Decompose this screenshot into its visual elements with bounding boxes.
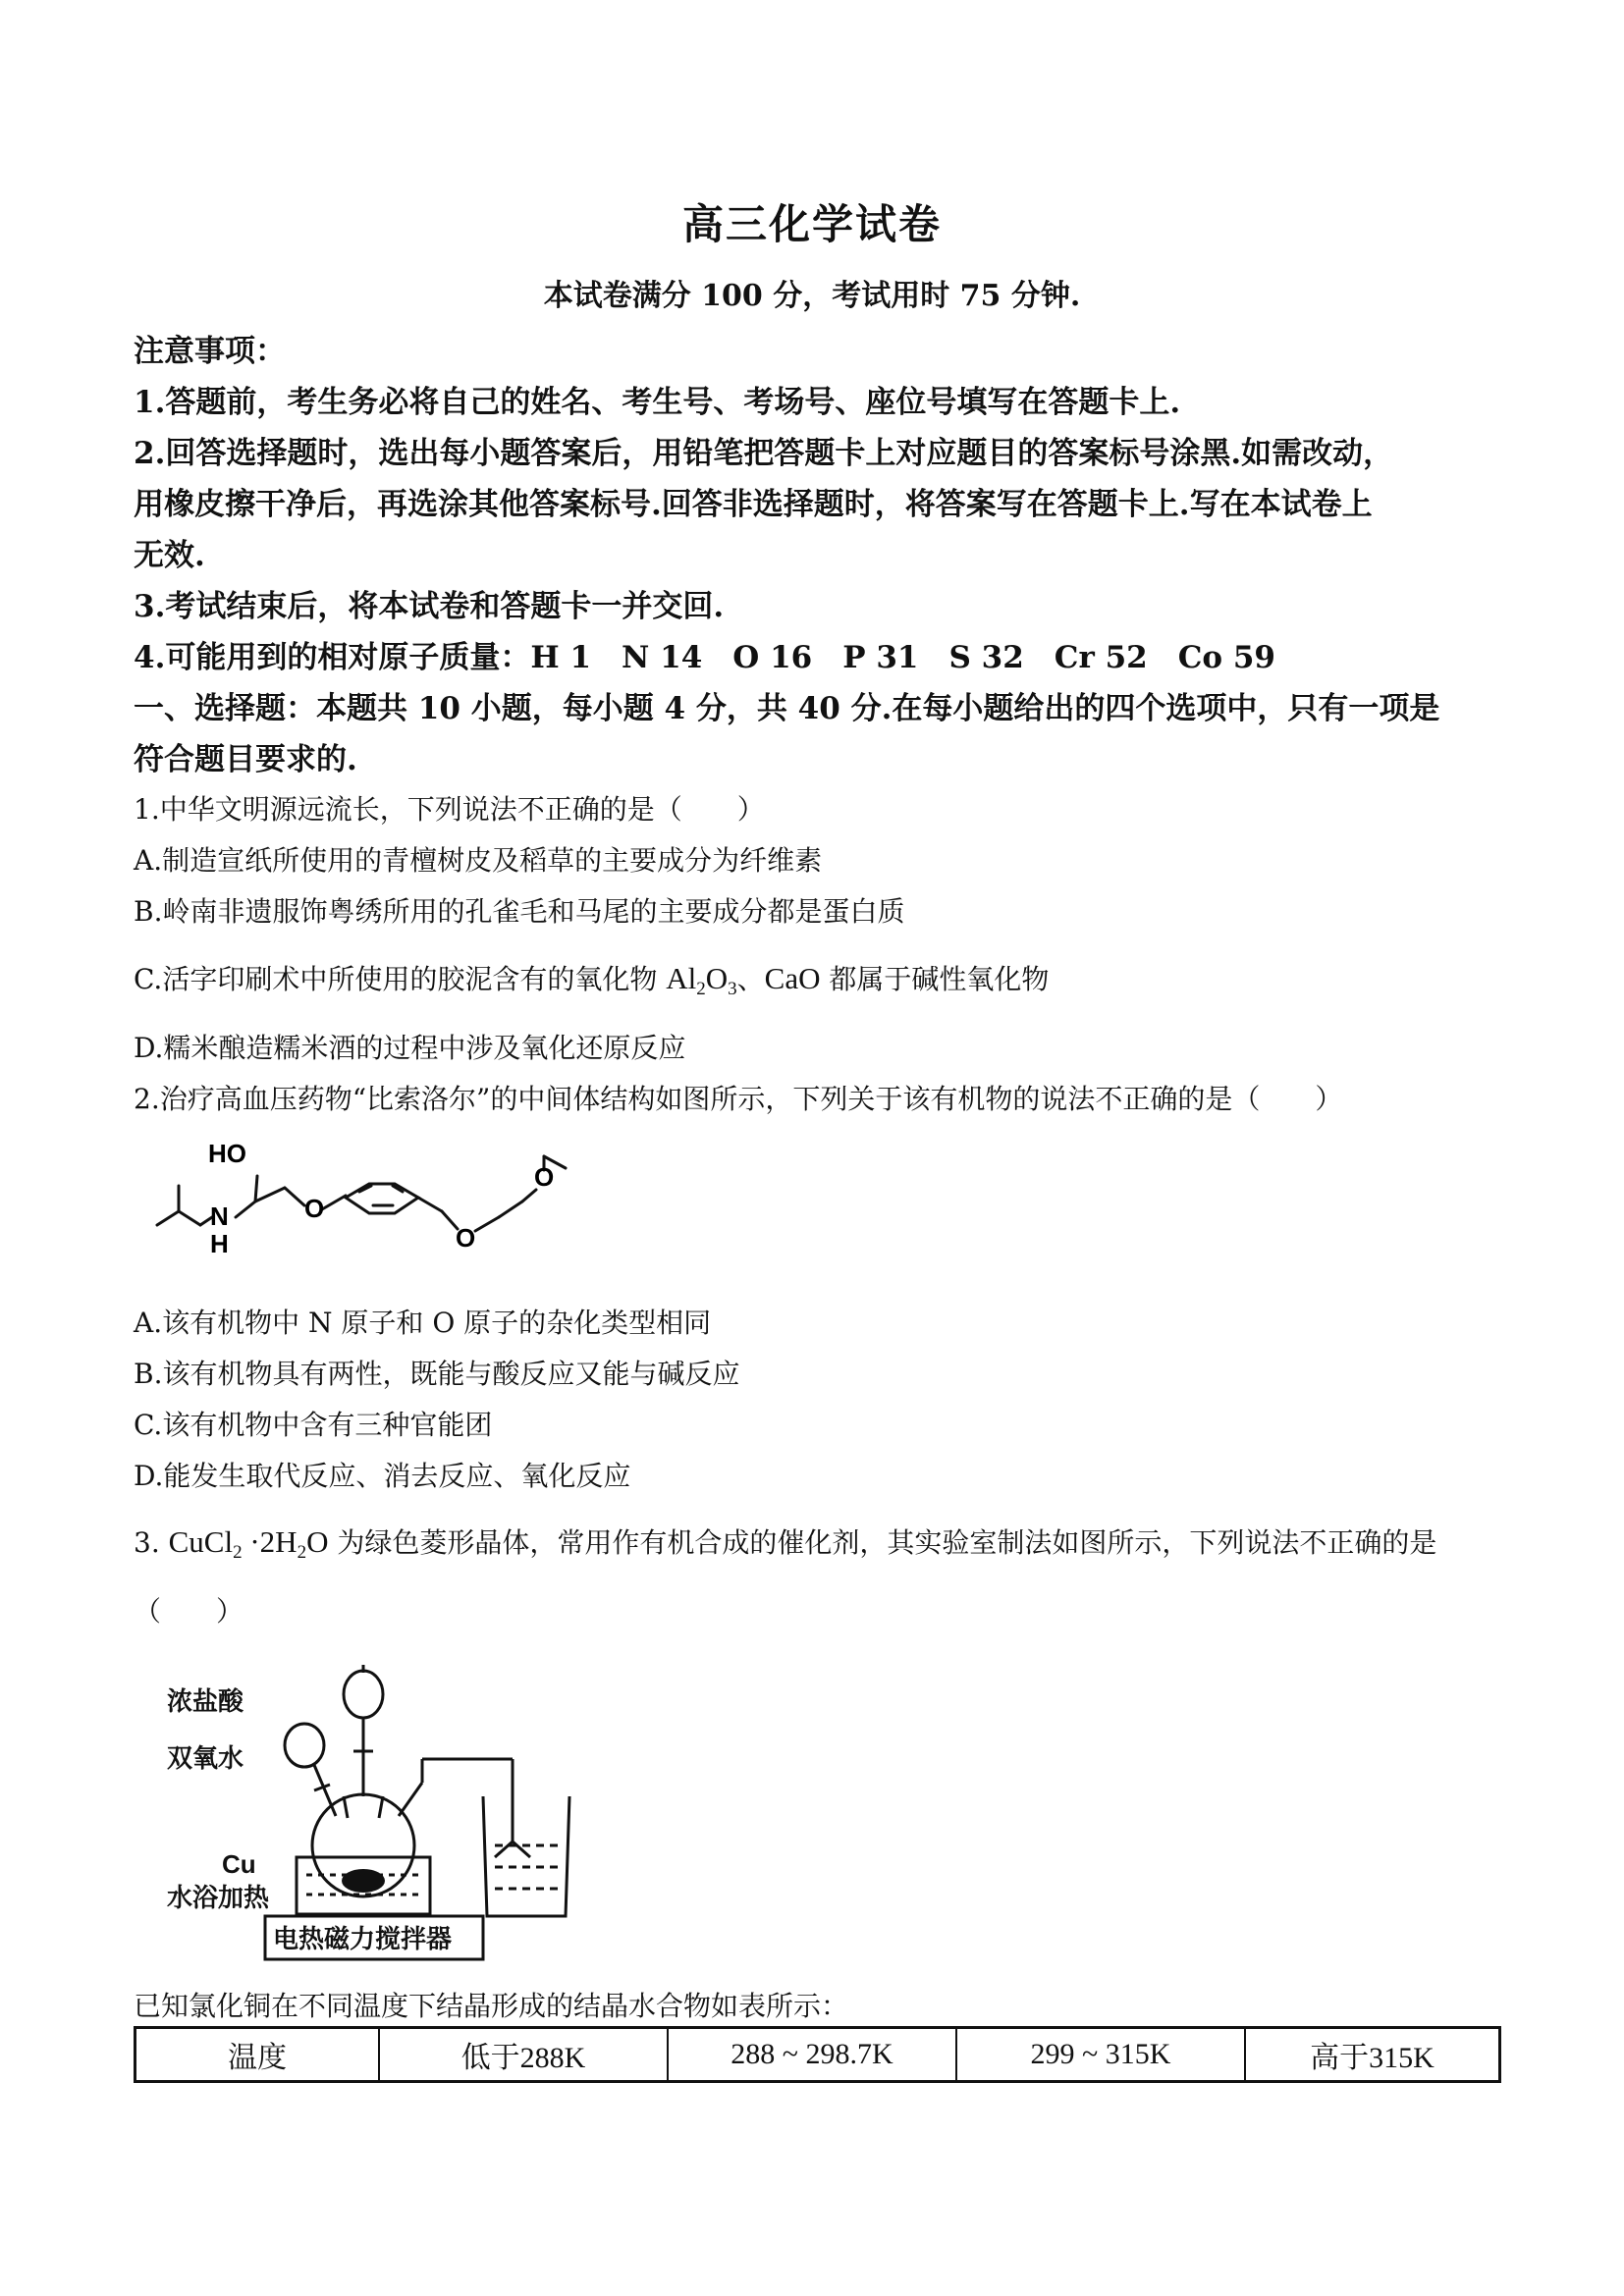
q3-answer-paren: （ ） — [134, 1595, 244, 1628]
note-4: 4.可能用到的相对原子质量：H 1 N 14 O 16 P 31 S 32 Cr 52 Co 59 — [134, 640, 1275, 675]
formula-cao: CaO — [764, 961, 821, 995]
table-cell: 温度 — [135, 2028, 380, 2082]
label-stirrer: 电热磁力搅拌器 — [273, 1925, 453, 1954]
note-1: 1.答题前，考生务必将自己的姓名、考生号、考场号、座位号填写在答题卡上. — [134, 385, 1181, 420]
q1-option-c: C.活字印刷术中所使用的胶泥含有的氧化物 $Al_2O_3$、CaO 都属于碱性氧化物 — [134, 961, 1050, 999]
label-o-2: O — [456, 1223, 476, 1253]
table-cell: 288 ~ 298.7K — [668, 2028, 956, 2082]
label-o-1: O — [304, 1194, 325, 1223]
label-cu: Cu — [222, 1849, 256, 1879]
q2-option-a: A.该有机物中 N 原子和 O 原子的杂化类型相同 — [134, 1307, 712, 1339]
label-h: H — [210, 1229, 229, 1258]
note-2-line-1: 2.回答选择题时，选出每小题答案后，用铅笔把答题卡上对应题目的答案标号涂黑.如需改动， — [134, 436, 1394, 471]
exam-info: 本试卷满分 100 分，考试用时 75 分钟. — [543, 279, 1081, 313]
q2-option-b: B.该有机物具有两性，既能与酸反应又能与碱反应 — [134, 1358, 740, 1390]
temperature-table — [134, 2026, 1501, 2083]
q2-option-d: D.能发生取代反应、消去反应、氧化反应 — [134, 1460, 631, 1492]
note-2-line-2: 用橡皮擦干净后，再选涂其他答案标号.回答非选择题时，将答案写在答题卡上.写在本试卷上 — [134, 487, 1373, 522]
q2-option-c: C.该有机物中含有三种官能团 — [134, 1409, 493, 1441]
apparatus-figure — [167, 1649, 599, 1973]
q3-known-text: 已知氯化铜在不同温度下结晶形成的结晶水合物如表所示： — [134, 1990, 849, 2022]
notes-heading: 注意事项： — [134, 334, 286, 369]
label-water-bath: 水浴加热 — [167, 1884, 270, 1913]
copper-sample — [342, 1869, 385, 1893]
q1-option-b: B.岭南非遗服饰粤绣所用的孔雀毛和马尾的主要成分都是蛋白质 — [134, 895, 905, 928]
label-ho: HO — [208, 1139, 246, 1168]
note-3: 3.考试结束后，将本试卷和答题卡一并交回. — [134, 589, 725, 624]
label-o-3: O — [534, 1162, 555, 1192]
q3-stem: 3. CuCl$_2$ $\cdot 2H_2O$ 为绿色菱形晶体，常用作有机合成的催化剂，其实验室制法如图所示，下列说法不正确的是 — [134, 1524, 1437, 1563]
label-conc-hcl: 浓盐酸 — [167, 1687, 244, 1717]
formula-al2o3: $Al_2O_3$ — [666, 961, 737, 999]
q1-option-a: A.制造宣纸所使用的青檀树皮及稻草的主要成分为纤维素 — [134, 844, 823, 877]
q2-stem: 2.治疗高血压药物“比索洛尔”的中间体结构如图所示，下列关于该有机物的说法不正确的是（ ） — [134, 1083, 1343, 1115]
table-cell: 高于315K — [1245, 2028, 1500, 2082]
q1-option-d: D.糯米酿造糯米酒的过程中涉及氧化还原反应 — [134, 1032, 686, 1064]
table-row — [135, 2028, 1500, 2082]
q1-option-c-text: C.活字印刷术中所使用的胶泥含有的氧化物 — [134, 963, 667, 995]
formula-cucl2-2h2o: CuCl$_2$ $\cdot 2H_2O$ — [168, 1524, 329, 1563]
q1-stem: 1.中华文明源远流长，下列说法不正确的是（ ） — [134, 793, 765, 826]
page-title: 高三化学试卷 — [681, 200, 942, 248]
table-cell: 299 ~ 315K — [956, 2028, 1245, 2082]
section-heading-line-1: 一、选择题：本题共 10 小题，每小题 4 分，共 40 分.在每小题给出的四个选项中，只有一项是 — [134, 691, 1440, 726]
molecule-structure-figure — [147, 1139, 638, 1276]
label-n: N — [210, 1201, 229, 1231]
table-cell: 低于288K — [379, 2028, 668, 2082]
note-2-line-3: 无效. — [134, 538, 205, 573]
label-h2o2: 双氧水 — [167, 1744, 244, 1774]
section-heading-line-2: 符合题目要求的. — [134, 742, 357, 777]
